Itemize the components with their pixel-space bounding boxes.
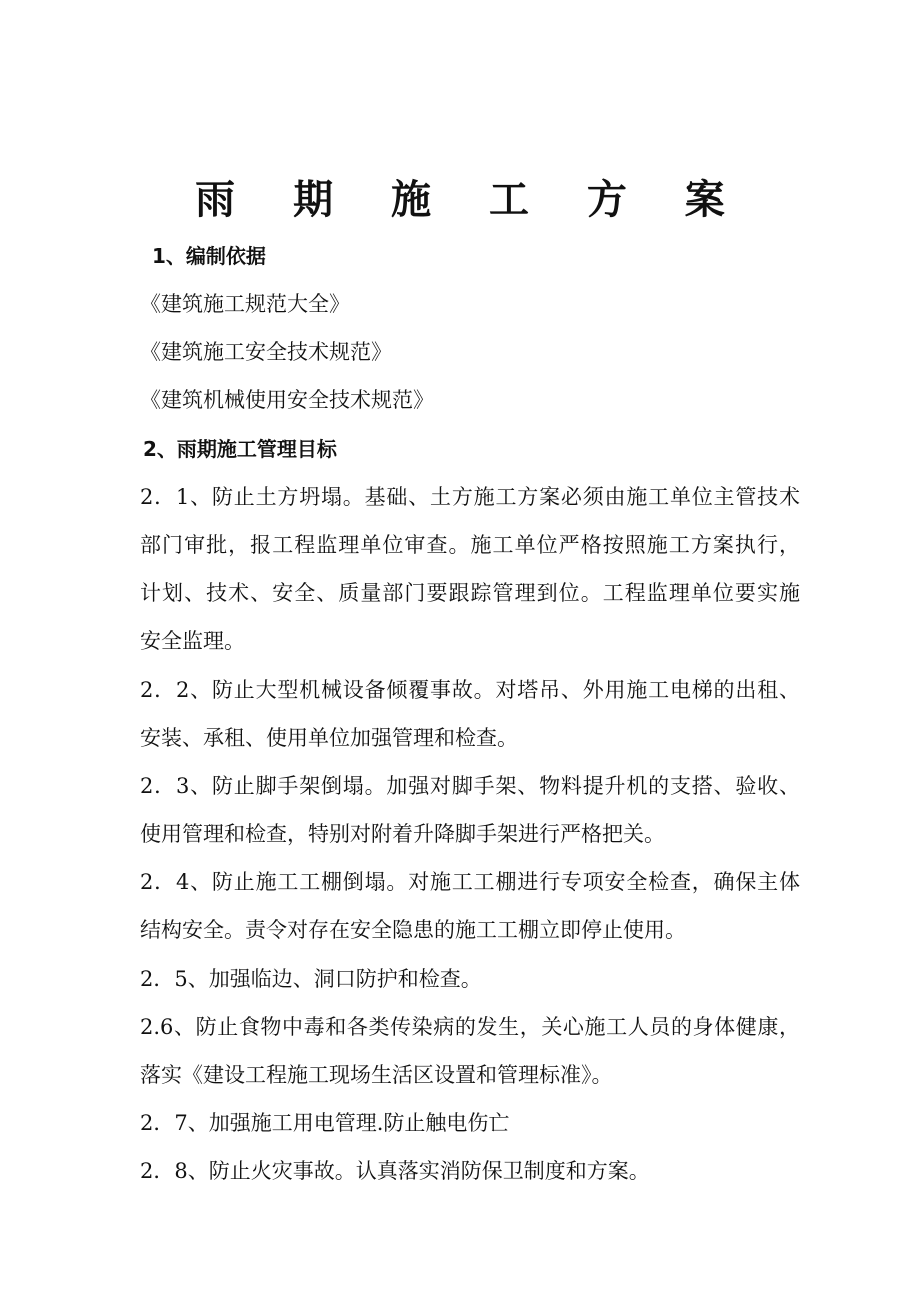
section-heading-goals: 2、雨期施工管理目标: [143, 437, 337, 461]
paragraph-line: 落实《建设工程施工现场生活区设置和管理标准》。: [140, 1063, 613, 1087]
paragraph-line: 计划、技术、安全、质量部门要跟踪管理到位。工程监理单位要实施: [140, 581, 800, 605]
reference-item: 《建筑施工安全技术规范》: [140, 340, 392, 364]
paragraph-line: 2.6、防止食物中毒和各类传染病的发生，关心施工人员的身体健康，: [140, 1015, 800, 1039]
paragraph-line: 结构安全。责令对存在安全隐患的施工工棚立即停止使用。: [140, 918, 686, 942]
document-title: 雨 期 施 工 方 案: [195, 176, 747, 223]
paragraph-line: 2．4、防止施工工棚倒塌。对施工工棚进行专项安全检查，确保主体: [140, 870, 800, 894]
paragraph-line: 2．3、防止脚手架倒塌。加强对脚手架、物料提升机的支搭、验收、: [140, 774, 800, 798]
reference-item: 《建筑机械使用安全技术规范》: [140, 388, 434, 412]
paragraph-line: 2．7、加强施工用电管理.防止触电伤亡: [140, 1111, 510, 1135]
reference-item: 《建筑施工规范大全》: [140, 292, 350, 316]
paragraph-line: 安装、承租、使用单位加强管理和检查。: [140, 726, 518, 750]
paragraph-line: 部门审批，报工程监理单位审查。施工单位严格按照施工方案执行，: [140, 533, 800, 557]
paragraph-line: 2．8、防止火灾事故。认真落实消防保卫制度和方案。: [140, 1159, 650, 1183]
paragraph-line: 安全监理。: [140, 629, 245, 653]
paragraph-line: 2．1、防止土方坍塌。基础、土方施工方案必须由施工单位主管技术: [140, 485, 800, 509]
paragraph-line: 2．2、防止大型机械设备倾覆事故。对塔吊、外用施工电梯的出租、: [140, 678, 800, 702]
paragraph-line: 2．5、加强临边、洞口防护和检查。: [140, 967, 482, 991]
section-heading-basis: 1、编制依据: [152, 244, 266, 268]
paragraph-line: 使用管理和检查，特别对附着升降脚手架进行严格把关。: [140, 822, 665, 846]
